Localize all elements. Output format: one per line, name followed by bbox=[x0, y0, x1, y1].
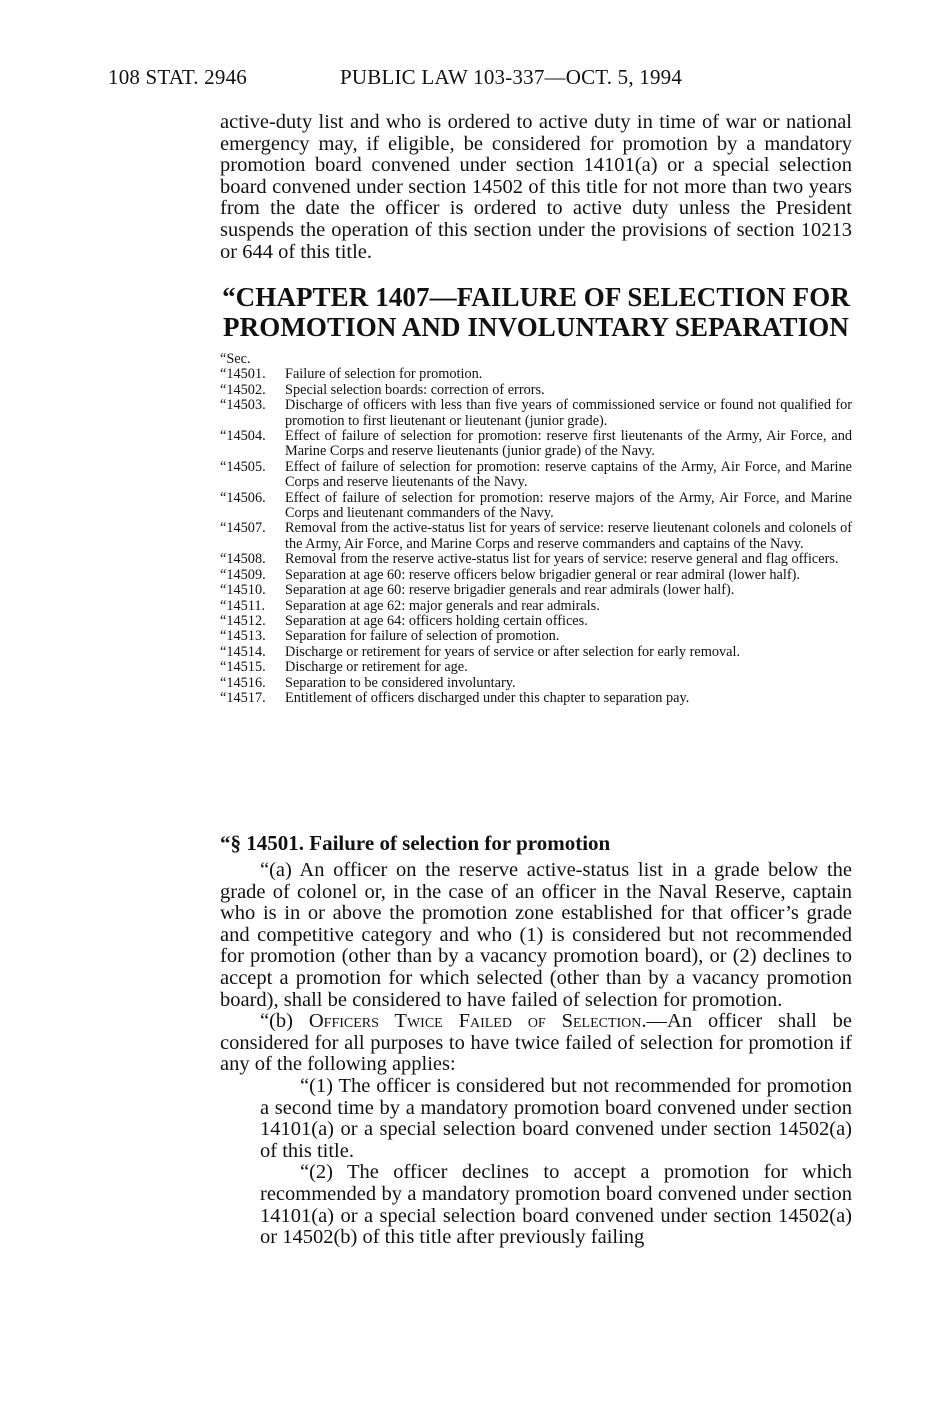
toc-item-number: “14509. bbox=[220, 566, 266, 583]
toc-item-title: Effect of failure of selection for promotion: reserve majors of the Army, Air Force, and Marine Corps and lieutenant commanders of the Navy. bbox=[285, 489, 852, 522]
toc-item-title: Entitlement of officers discharged under this chapter to separation pay. bbox=[285, 689, 690, 706]
subsection-b-caption: Officers Twice Failed of Selection. bbox=[308, 1010, 647, 1033]
toc-item-title: Special selection boards: correction of errors. bbox=[285, 381, 545, 398]
paragraph-b2: “(2) The officer declines to accept a promotion for which recommended by a mandatory promotion board convened under section 14101(a) or a special selection board convened under section 14502(a) or 14502(b) of this title after previously failing bbox=[260, 1161, 852, 1249]
toc-item-title: Failure of selection for promotion. bbox=[285, 366, 483, 383]
toc-item bbox=[220, 460, 852, 491]
subsection-a: “(a) An officer on the reserve active-status list in a grade below the grade of colonel or, in the case of an officer in the Naval Reserve, captain who is in or above the promotion zone established for that officer’s grade and competitive category and who (1) is considered but not recommended for promotion (other than by a vacancy promotion board), or (2) declines to accept a promotion for which selected (other than by a vacancy promotion board), shall be considered to have failed of selection for promotion. bbox=[220, 859, 852, 1011]
toc-item-title: Separation to be considered involuntary. bbox=[285, 674, 516, 691]
toc-item-title: Separation at age 60: reserve officers below brigadier general or rear admiral (lower half). bbox=[285, 566, 800, 583]
toc-item-title: Effect of failure of selection for promotion: reserve first lieutenants of the Army, Air Force, and Marine Corps and reserve lieutenants (junior grade) of the Navy. bbox=[285, 428, 852, 460]
toc-item bbox=[220, 367, 852, 382]
toc-item bbox=[220, 583, 852, 598]
toc-item bbox=[220, 629, 852, 644]
toc-list bbox=[220, 367, 852, 706]
statute-page-number: 108 STAT. 2946 bbox=[108, 65, 247, 89]
toc-item-title: Discharge or retirement for age. bbox=[285, 659, 468, 676]
toc-item bbox=[220, 521, 852, 552]
toc-item-number: “14503. bbox=[220, 397, 266, 414]
toc-item bbox=[220, 614, 852, 629]
toc-item-title: Separation at age 62: major generals and rear admirals. bbox=[285, 597, 600, 614]
toc-item-number: “14506. bbox=[220, 489, 266, 506]
section-body bbox=[220, 860, 852, 1249]
toc-item-number: “14511. bbox=[220, 597, 266, 614]
toc-item bbox=[220, 645, 852, 660]
toc-item-number: “14508. bbox=[220, 551, 266, 568]
subsection-b bbox=[220, 1011, 852, 1076]
chapter-heading-line-2: PROMOTION AND INVOLUNTARY SEPARATION bbox=[223, 312, 849, 342]
toc-item bbox=[220, 599, 852, 614]
subsection-b-prefix: “(b) bbox=[260, 1010, 309, 1033]
toc-item bbox=[220, 491, 852, 522]
toc-item-number: “14517. bbox=[220, 689, 266, 706]
section-heading: “§ 14501. Failure of selection for promotion bbox=[220, 831, 611, 855]
toc-item-title: Separation at age 60: reserve brigadier generals and rear admirals (lower half). bbox=[285, 582, 735, 599]
toc-item-title: Effect of failure of selection for promotion: reserve captains of the Army, Air Force, and Marine Corps and reserve lieutenants of the Navy. bbox=[285, 458, 852, 491]
toc-item-number: “14510. bbox=[220, 582, 266, 599]
intro-paragraph-text: active-duty list and who is ordered to active duty in time of war or national emergency may, if eligible, be considered for promotion by a mandatory promotion board convened under section 14101(a) or a special selection board convened under section 14502 of this title for not more than two years from the date the officer is ordered to active duty unless the President suspends the operation of this section under the provisions of section 10213 or 644 of this title. bbox=[220, 111, 852, 263]
toc-item-number: “14501. bbox=[220, 366, 266, 383]
toc-item bbox=[220, 429, 852, 460]
toc-item-number: “14505. bbox=[220, 458, 266, 475]
toc-item-title: Discharge or retirement for years of service or after selection for early removal. bbox=[285, 643, 741, 660]
toc-item-number: “14502. bbox=[220, 381, 266, 398]
table-of-sections bbox=[220, 352, 852, 706]
toc-item-number: “14504. bbox=[220, 428, 266, 445]
toc-item-number: “14514. bbox=[220, 643, 266, 660]
chapter-heading bbox=[220, 282, 852, 342]
toc-item-title: Removal from the reserve active-status list for years of service: reserve general and flag officers. bbox=[285, 551, 839, 568]
toc-item-number: “14512. bbox=[220, 612, 266, 629]
toc-item bbox=[220, 552, 852, 567]
toc-item-number: “14507. bbox=[220, 520, 266, 537]
toc-item bbox=[220, 691, 852, 706]
toc-item-title: Removal from the active-status list for years of service: reserve lieutenant colonels and colonels of the Army, Air Force, and Marine Corps and reserve commanders and captains of the Navy. bbox=[285, 520, 852, 552]
toc-item-title: Separation for failure of selection of promotion. bbox=[285, 628, 560, 645]
intro-paragraph bbox=[220, 112, 852, 263]
chapter-heading-line-1: “CHAPTER 1407—FAILURE OF SELECTION FOR bbox=[222, 282, 850, 312]
toc-item-title: Discharge of officers with less than five years of commissioned service or found not qualified for promotion to first lieutenant or lieutenant (junior grade). bbox=[285, 397, 852, 429]
toc-item bbox=[220, 398, 852, 429]
toc-item-number: “14516. bbox=[220, 674, 266, 691]
toc-item-number: “14513. bbox=[220, 628, 266, 645]
paragraph-b1: “(1) The officer is considered but not recommended for promotion a second time by a mandatory promotion board convened under section 14101(a) or a special selection board convened under section 14502(a) of this title. bbox=[260, 1074, 852, 1162]
running-head bbox=[108, 64, 848, 90]
toc-item bbox=[220, 676, 852, 691]
toc-item bbox=[220, 383, 852, 398]
public-law-citation: PUBLIC LAW 103-337—OCT. 5, 1994 bbox=[340, 65, 683, 89]
toc-item bbox=[220, 568, 852, 583]
toc-item-number: “14515. bbox=[220, 659, 266, 676]
toc-item-title: Separation at age 64: officers holding certain offices. bbox=[285, 612, 588, 629]
subsection-b-text: —An officer shall be considered for all purposes to have twice failed of selection for promotion if any of the following applies: bbox=[220, 1010, 852, 1076]
toc-item bbox=[220, 660, 852, 675]
toc-sec-label: “Sec. bbox=[220, 351, 251, 367]
